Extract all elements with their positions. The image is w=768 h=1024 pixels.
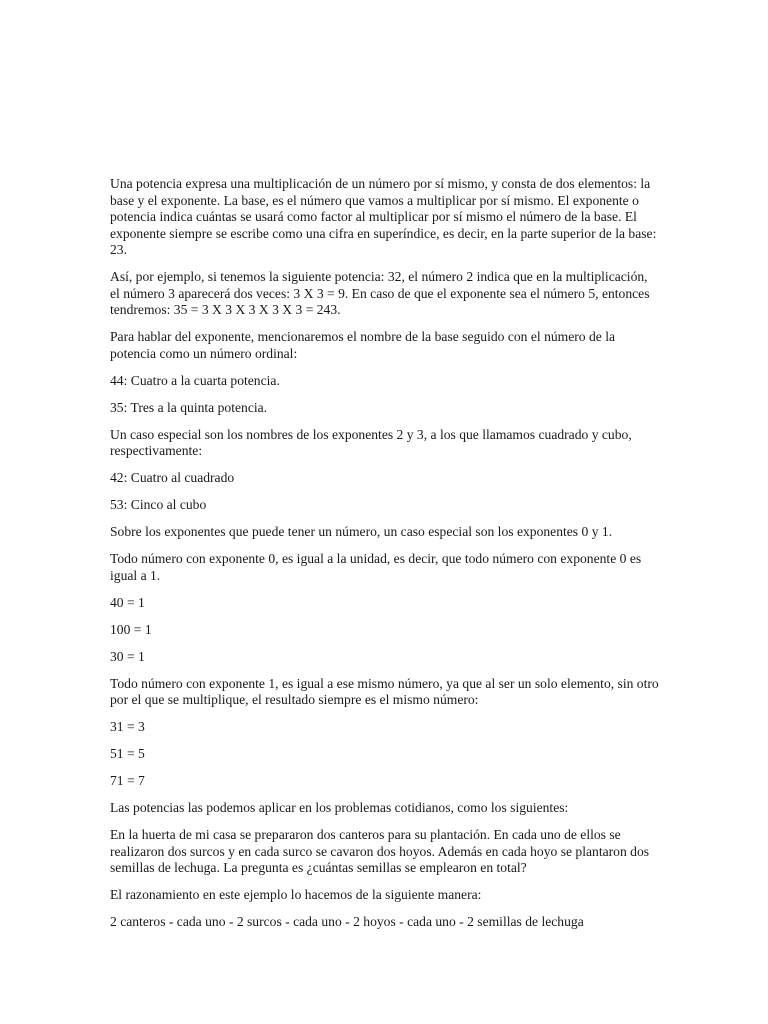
example-line: 44: Cuatro a la cuarta potencia.: [110, 372, 280, 388]
paragraph-problem: En la huerta de mi casa se prepararon dos canteros para su plantación. En cada uno de ellos se realizaron dos surcos y en cada surco se cavaron dos hoyos. Además en cada hoyo se plantaron dos semillas de lechuga. La pregunta es ¿cuántas semillas se emplearon en total?: [110, 827, 650, 875]
paragraph-applications: Las potencias las podemos aplicar en los problemas cotidianos, como los siguientes:: [110, 800, 569, 815]
equation-line: 40 = 1: [110, 594, 145, 610]
paragraph-exponent-0: Todo número con exponente 0, es igual a la unidad, es decir, que todo número con exponente 0 es igual a 1.: [110, 551, 642, 583]
paragraph-exponents-0-1: Sobre los exponentes que puede tener un número, un caso especial son los exponentes 0 y 1.: [110, 524, 613, 539]
reasoning-line: 2 canteros - cada uno - 2 surcos - cada uno - 2 hoyos - cada uno - 2 semillas de lechuga: [110, 914, 584, 929]
paragraph-example: Así, por ejemplo, si tenemos la siguiente potencia: 32, el número 2 indica que en la multiplicación, el número 3 aparecerá dos veces: 3 X 3 = 9. En caso de que el exponente sea el número 5, entonces tendremos: 35 = 3 X 3 X 3 X 3 X 3 = 243.: [110, 269, 650, 317]
paragraph-exponent-1: Todo número con exponente 1, es igual a ese mismo número, ya que al ser un solo elemento, sin otro por el que se multiplique, el resultado siempre es el mismo número:: [110, 675, 659, 707]
equation-line: 31 = 3: [110, 719, 145, 734]
equation-line: 51 = 5: [110, 746, 145, 761]
equation-line: 100 = 1: [110, 621, 152, 637]
paragraph-definition: Una potencia expresa una multiplicación de un número por sí mismo, y consta de dos elementos: la base y el exponente. La base, es el número que vamos a multiplicar por sí mismo. El exponente o potencia indica cuántas se usará como factor al multiplicar por sí mismo el número de la base. El exponente siempre se escribe como una cifra en superíndice, es decir, en la parte superior de la base: 23.: [110, 176, 657, 257]
equation-line: 71 = 7: [110, 773, 145, 788]
paragraph-special-case: Un caso especial son los nombres de los exponentes 2 y 3, a los que llamamos cuadrado y cubo, respectivamente:: [110, 426, 632, 458]
example-line: 35: Tres a la quinta potencia.: [110, 399, 268, 415]
example-line: 53: Cinco al cubo: [110, 497, 207, 512]
paragraph-naming: Para hablar del exponente, mencionaremos el nombre de la base seguido con el número de la potencia como un número ordinal:: [110, 329, 616, 361]
example-line: 42: Cuatro al cuadrado: [110, 470, 235, 485]
paragraph-reasoning: El razonamiento en este ejemplo lo hacemos de la siguiente manera:: [110, 887, 482, 902]
equation-line: 30 = 1: [110, 648, 145, 664]
